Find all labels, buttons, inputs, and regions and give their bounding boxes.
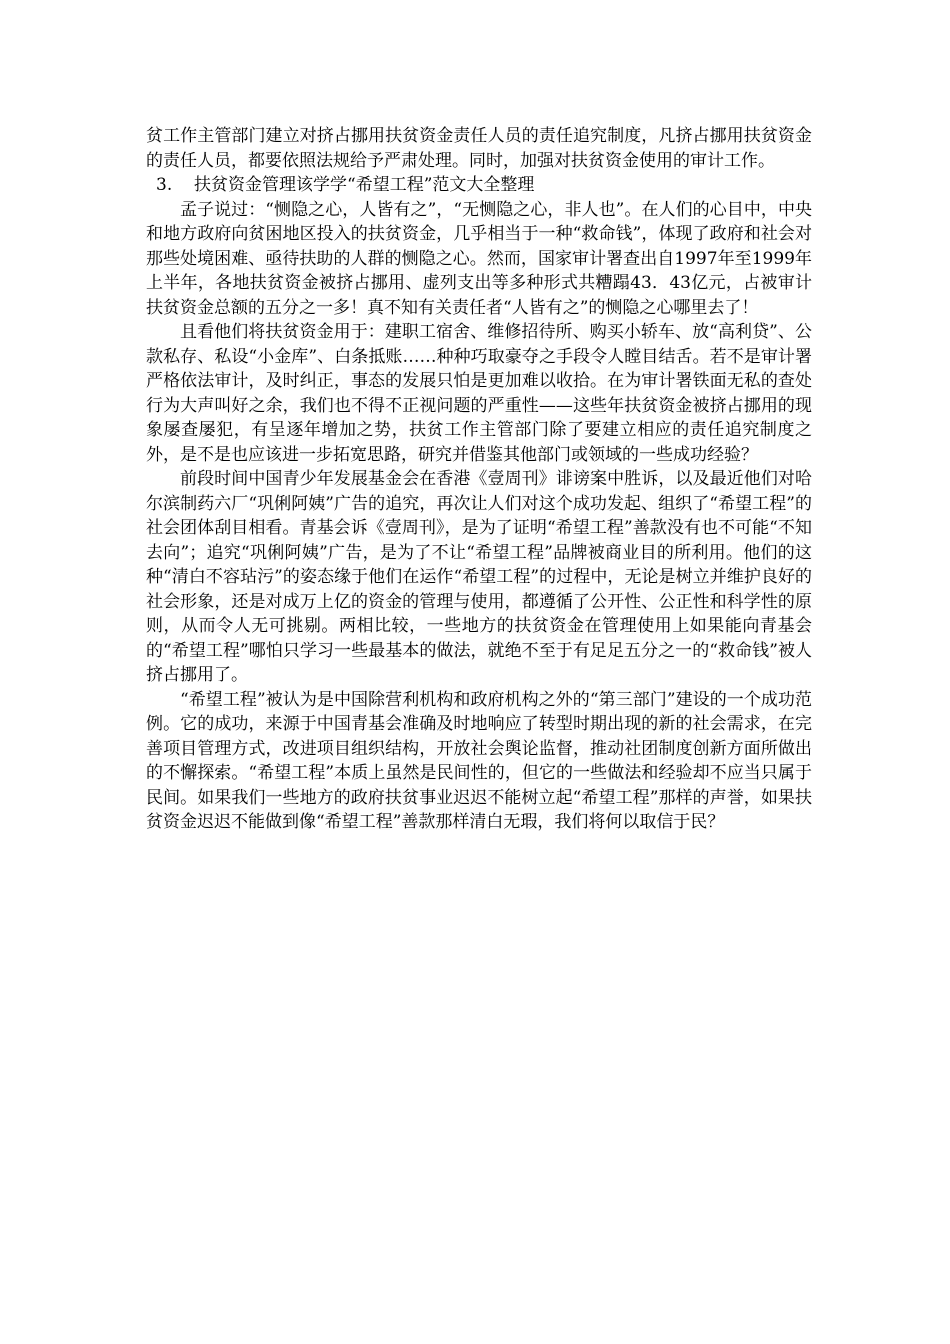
section-title: 扶贫资金管理该学学“希望工程”范文大全整理	[194, 175, 535, 195]
section-number: 3.	[156, 175, 173, 195]
paragraph: 前段时间中国青少年发展基金会在香港《壹周刊》诽谤案中胜诉，以及最近他们对哈尔滨制药六厂“巩俐阿姨”广告的追究，再次让人们对这个成功发起、组织了“希望工程”的社会团体刮目相看。青基会诉《壹周刊》，是为了证明“希望工程”善款没有也不可能“不知去向”；追究“巩俐阿姨”广告，是为了不让“希望工程”品牌被商业目的所利用。他们的这种“清白不容玷污”的姿态缘于他们在运作“希望工程”的过程中，无论是树立并维护良好的社会形象，还是对成万上亿的资金的管理与使用，都遵循了公开性、公正性和科学性的原则，从而令人无可挑剔。两相比较，一些地方的扶贫资金在管理使用上如果能向青基会的“希望工程”哪怕只学习一些最基本的做法，就绝不至于有足足五分之一的“救命钱”被人挤占挪用了。	[146, 469, 812, 685]
document-body	[146, 124, 812, 835]
paragraph: “希望工程”被认为是中国除营利机构和政府机构之外的“第三部门”建设的一个成功范例。它的成功，来源于中国青基会准确及时地响应了转型时期出现的新的社会需求，在完善项目管理方式，改进项目组织结构，开放社会舆论监督，推动社团制度创新方面所做出的不懈探索。“希望工程”本质上虽然是民间性的，但它的一些做法和经验却不应当只属于民间。如果我们一些地方的政府扶贫事业迟迟不能树立起“希望工程”那样的声誉，如果扶贫资金迟迟不能做到像“希望工程”善款那样清白无瑕，我们将何以取信于民？	[146, 689, 812, 832]
paragraph-continued: 贫工作主管部门建立对挤占挪用扶贫资金责任人员的责任追究制度，凡挤占挪用扶贫资金的责任人员，都要依照法规给予严肃处理。同时，加强对扶贫资金使用的审计工作。	[146, 126, 812, 171]
section-heading	[146, 173, 812, 198]
paragraph: 且看他们将扶贫资金用于：建职工宿舍、维修招待所、购买小轿车、放“高利贷”、公款私存、私设“小金库”、白条抵账……种种巧取豪夺之手段令人瞠目结舌。若不是审计署严格依法审计，及时纠正，事态的发展只怕是更加难以收拾。在为审计署铁面无私的查处行为大声叫好之余，我们也不得不正视问题的严重性——这些年扶贫资金被挤占挪用的现象屡查屡犯，有呈逐年增加之势，扶贫工作主管部门除了要建立相应的责任追究制度之外，是不是也应该进一步拓宽思路，研究并借鉴其他部门或领域的一些成功经验？	[146, 322, 812, 465]
paragraph: 孟子说过：“恻隐之心，人皆有之”，“无恻隐之心，非人也”。在人们的心目中，中央和地方政府向贫困地区投入的扶贫资金，几乎相当于一种“救命钱”，体现了政府和社会对那些处境困难、亟待扶助的人群的恻隐之心。然而，国家审计署查出自1997年至1999年上半年，各地扶贫资金被挤占挪用、虚列支出等多种形式共糟蹋43．43亿元，占被审计扶贫资金总额的五分之一多！真不知有关责任者“人皆有之”的恻隐之心哪里去了！	[146, 199, 812, 318]
